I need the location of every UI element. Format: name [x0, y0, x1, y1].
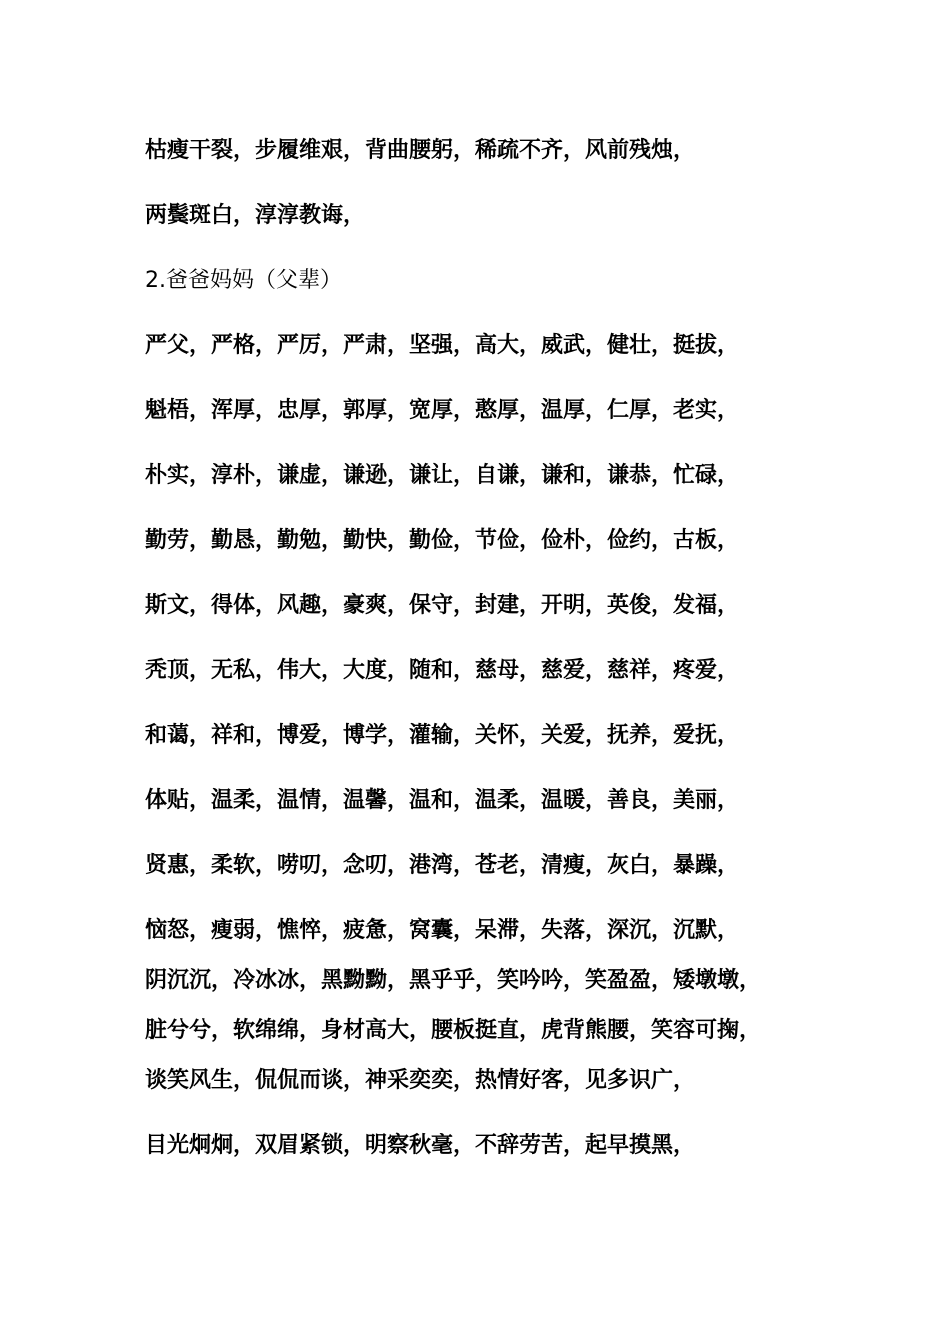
text-line: 体贴，温柔，温情，温馨，温和，温柔，温暖，善良，美丽， [145, 788, 740, 813]
section-heading: 2.爸爸妈妈（父辈） [145, 268, 342, 293]
text-line: 斯文，得体，风趣，豪爽，保守，封建，开明，英俊，发福， [145, 593, 740, 618]
text-line: 勤劳，勤恳，勤勉，勤快，勤俭，节俭，俭朴，俭约，古板， [145, 528, 740, 553]
text-line: 和蔼，祥和，博爱，博学，灌输，关怀，关爱，抚养，爱抚， [145, 723, 740, 748]
text-line: 谈笑风生，侃侃而谈，神采奕奕，热情好客，见多识广， [145, 1068, 696, 1093]
text-line: 目光炯炯，双眉紧锁，明察秋毫，不辞劳苦，起早摸黑， [145, 1133, 696, 1158]
text-line: 脏兮兮，软绵绵，身材高大，腰板挺直，虎背熊腰，笑容可掬， [145, 1018, 762, 1043]
text-line: 朴实，淳朴，谦虚，谦逊，谦让，自谦，谦和，谦恭，忙碌， [145, 463, 740, 488]
text-line: 恼怒，瘦弱，憔悴，疲惫，窝囊，呆滞，失落，深沉，沉默， [145, 918, 740, 943]
text-line: 严父，严格，严厉，严肃，坚强，高大，威武，健壮，挺拔， [145, 333, 740, 358]
text-line: 阴沉沉，冷冰冰，黑黝黝，黑乎乎，笑吟吟，笑盈盈，矮墩墩， [145, 968, 762, 993]
text-line: 枯瘦干裂，步履维艰，背曲腰躬，稀疏不齐，风前残烛， [145, 138, 696, 163]
text-line: 秃顶，无私，伟大，大度，随和，慈母，慈爱，慈祥，疼爱， [145, 658, 740, 683]
text-line: 魁梧，浑厚，忠厚，郭厚，宽厚，憨厚，温厚，仁厚，老实， [145, 398, 740, 423]
text-line: 两鬓斑白，淳淳教诲， [145, 203, 366, 228]
text-line: 贤惠，柔软，唠叨，念叨，港湾，苍老，清瘦，灰白，暴躁， [145, 853, 740, 878]
